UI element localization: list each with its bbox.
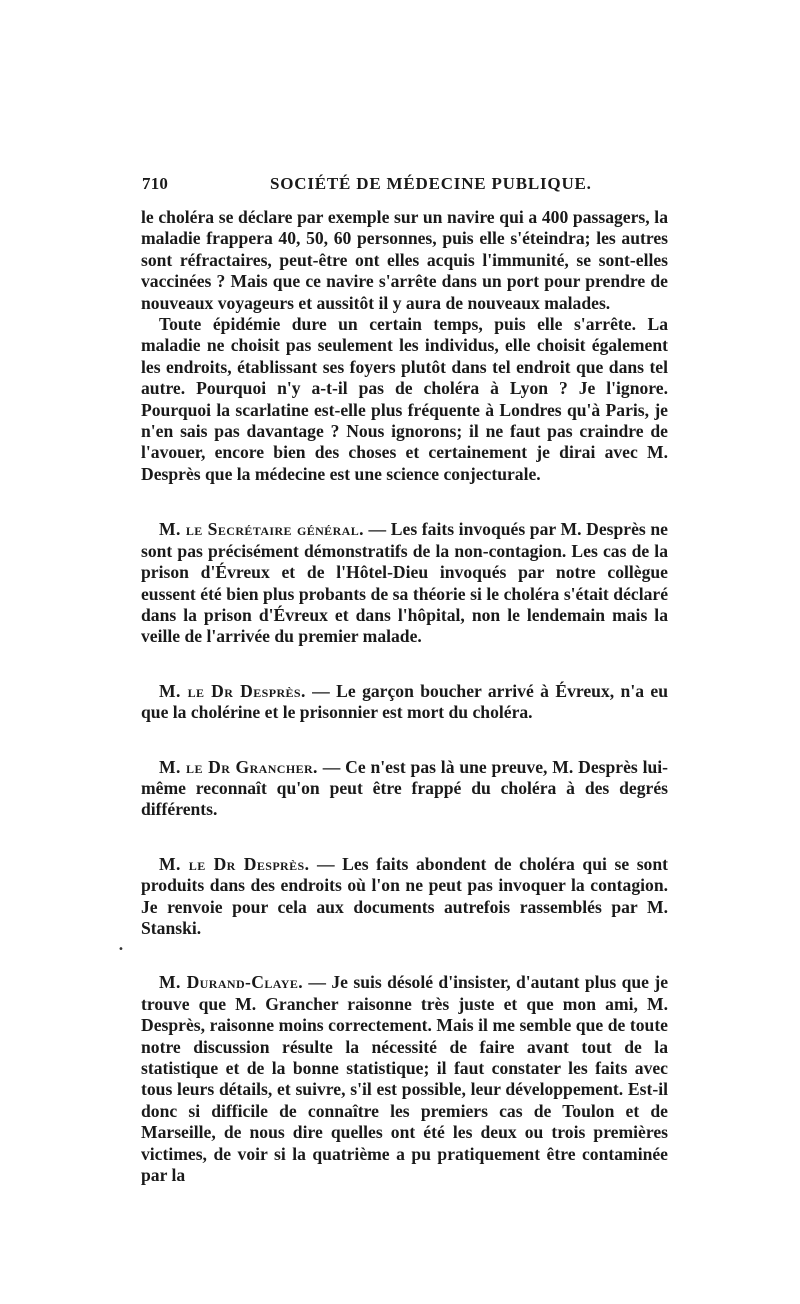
- speaker-name: M. le Dr Desprès.: [159, 680, 306, 701]
- margin-mark: •: [118, 944, 124, 955]
- speaker-name: M. le Dr Grancher.: [159, 756, 318, 777]
- speaker-name: M. le Dr Desprès.: [159, 853, 310, 874]
- paragraph-text: — Les faits invoqués par M. Desprès ne sont pas précisément démonstratifs de la non-contagion. Les cas de la prison d'Évreux et de l'Hôtel-Dieu invoqués par notre collègue eussent été bien plus probants de sa théorie si le choléra s'était déclaré dans la prison d'Évreux et dans l'hôpital, non le lendemain mais la veille de l'arrivée du premier malade.: [141, 519, 668, 647]
- speaker-name: M. Durand-Claye.: [159, 972, 304, 993]
- paragraph-grancher: [141, 757, 668, 821]
- paragraph-text: — Ce n'est pas là une preuve, M. Desprès lui-même reconnaît qu'on peut être frappé du choléra à des degrés différents.: [141, 756, 668, 820]
- paragraph-text: Toute épidémie dure un certain temps, puis elle s'arrête. La maladie ne choisit pas seulement les individus, elle choisit également les endroits, établissant ses foyers plutôt dans tel endroit que dans tel autre. Pourquoi n'y a-t-il pas de choléra à Lyon ? Je l'ignore. Pourquoi la scarlatine est-elle plus fréquente à Londres qu'à Paris, je n'en sais pas davantage ? Nous ignorons; il ne faut pas craindre de l'avouer, encore bien des choses et certainement je dirai avec M. Desprès que la médecine est une science conjecturale.: [141, 314, 668, 484]
- running-header: [142, 174, 668, 196]
- paragraph-text: — Je suis désolé d'insister, d'autant plus que je trouve que M. Grancher raisonne très juste et que mon ami, M. Desprès, raisonne moins correctement. Mais il me semble que de toute notre discussion résulte la nécessité de faire avant tout de la statistique et de la bonne statistique; il faut constater les faits avec tous leurs détails, et suivre, s'il est possible, leur développement. Est-il donc si difficile de connaître les premiers cas de Toulon et de Marseille, de nous dire quelles ont été les deux ou trois premières victimes, de voir si la quatrième a pu pratiquement être contaminée par la: [141, 972, 668, 1186]
- paragraph-despres-2: [141, 854, 668, 940]
- paragraph-durand-claye: [141, 972, 668, 1186]
- paragraph-text: le choléra se déclare par exemple sur un navire qui a 400 passagers, la maladie frappera 40, 50, 60 personnes, puis elle s'éteindra; les autres sont réfractaires, peut-être ont elles acquis l'immunité, se sont-elles vaccinées ? Mais que ce navire s'arrête dans un port pour prendre de nouveaux voyageurs et aussitôt il y aura de nouveaux malades.: [141, 207, 668, 313]
- page-number: 710: [142, 174, 169, 193]
- paragraph-epidemie: [141, 314, 668, 485]
- paragraph-despres-1: [141, 681, 668, 724]
- speaker-name: M. le Secrétaire général.: [159, 519, 364, 540]
- paragraph-text: — Les faits abondent de choléra qui se sont produits dans des endroits où l'on ne peut pas invoquer la contagion. Je renvoie pour cela aux documents autrefois rassemblés par M. Stanski.: [141, 853, 668, 938]
- paragraph-continuation: [141, 207, 668, 314]
- body-text: [141, 207, 668, 1186]
- running-title: SOCIÉTÉ DE MÉDECINE PUBLIQUE.: [270, 174, 592, 193]
- paragraph-text: — Le garçon boucher arrivé à Évreux, n'a eu que la cholérine et le prisonnier est mort du choléra.: [141, 680, 668, 723]
- paragraph-secretaire: [141, 519, 668, 647]
